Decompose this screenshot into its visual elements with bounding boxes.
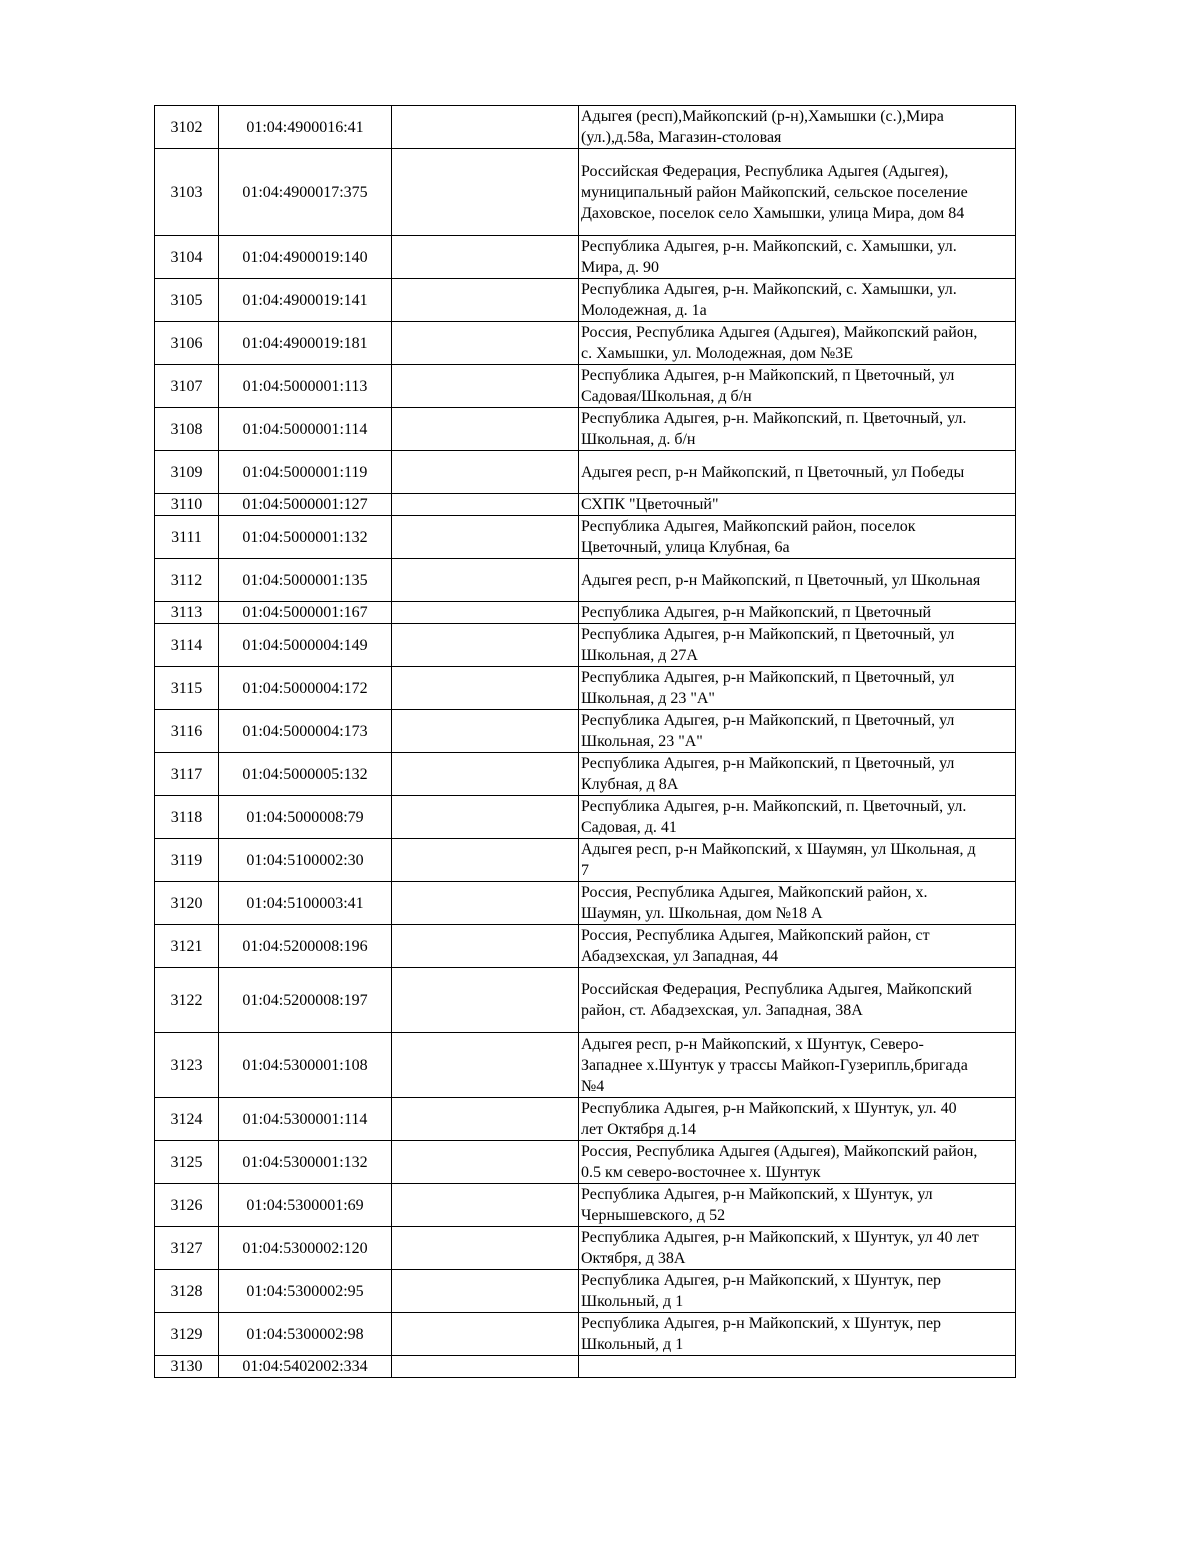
object-address: Республика Адыгея, р-н Майкопский, х Шунтук, ул 40 лет Октября, д 38А	[579, 1227, 1016, 1270]
cadastral-number: 01:04:5000004:172	[219, 667, 392, 710]
object-name	[392, 710, 579, 753]
object-address: Адыгея респ, р-н Майкопский, х Шаумян, ул Школьная, д 7	[579, 839, 1016, 882]
table-row	[155, 796, 1016, 839]
object-name	[392, 968, 579, 1033]
object-name	[392, 365, 579, 408]
cadastral-number: 01:04:5000004:149	[219, 624, 392, 667]
row-number: 3119	[155, 839, 219, 882]
row-number: 3102	[155, 106, 219, 149]
table-row	[155, 451, 1016, 494]
object-name	[392, 882, 579, 925]
object-address: Республика Адыгея, р-н. Майкопский, с. Хамышки, ул. Молодежная, д. 1а	[579, 279, 1016, 322]
object-name	[392, 1356, 579, 1378]
table-row	[155, 408, 1016, 451]
cadastral-number: 01:04:5402002:334	[219, 1356, 392, 1378]
object-name	[392, 925, 579, 968]
table-row	[155, 279, 1016, 322]
cadastral-number: 01:04:5300001:69	[219, 1184, 392, 1227]
object-address: Россия, Республика Адыгея, Майкопский район, ст Абадзехская, ул Западная, 44	[579, 925, 1016, 968]
object-address: Россия, Республика Адыгея (Адыгея), Майкопский район, 0.5 км северо-восточнее х. Шунтук	[579, 1141, 1016, 1184]
cadastral-number: 01:04:5200008:197	[219, 968, 392, 1033]
object-address: Россия, Республика Адыгея (Адыгея), Майкопский район, с. Хамышки, ул. Молодежная, дом №3Е	[579, 322, 1016, 365]
object-name	[392, 602, 579, 624]
object-name	[392, 559, 579, 602]
cadastral-number: 01:04:5200008:196	[219, 925, 392, 968]
cadastral-number: 01:04:4900019:181	[219, 322, 392, 365]
row-number: 3115	[155, 667, 219, 710]
object-address: Республика Адыгея, р-н Майкопский, х Шунтук, ул Чернышевского, д 52	[579, 1184, 1016, 1227]
table-row	[155, 365, 1016, 408]
object-address: Республика Адыгея, р-н Майкопский, п Цветочный, ул Школьная, д 23 "А"	[579, 667, 1016, 710]
row-number: 3128	[155, 1270, 219, 1313]
cadastral-number: 01:04:4900017:375	[219, 149, 392, 236]
object-address: Российская Федерация, Республика Адыгея, Майкопский район, ст. Абадзехская, ул. Западная, 38А	[579, 968, 1016, 1033]
row-number: 3121	[155, 925, 219, 968]
cadastral-number: 01:04:5000004:173	[219, 710, 392, 753]
row-number: 3127	[155, 1227, 219, 1270]
object-name	[392, 1184, 579, 1227]
row-number: 3130	[155, 1356, 219, 1378]
row-number: 3111	[155, 516, 219, 559]
object-address: Республика Адыгея, р-н. Майкопский, п. Цветочный, ул. Школьная, д. б/н	[579, 408, 1016, 451]
object-address: Россия, Республика Адыгея, Майкопский район, х. Шаумян, ул. Школьная, дом №18 А	[579, 882, 1016, 925]
row-number: 3118	[155, 796, 219, 839]
cadastral-number: 01:04:4900019:141	[219, 279, 392, 322]
cadastral-number: 01:04:5300002:120	[219, 1227, 392, 1270]
cadastral-number: 01:04:4900019:140	[219, 236, 392, 279]
row-number: 3106	[155, 322, 219, 365]
cadastral-number: 01:04:5000001:113	[219, 365, 392, 408]
table-row	[155, 710, 1016, 753]
table-row	[155, 1270, 1016, 1313]
row-number: 3105	[155, 279, 219, 322]
object-name	[392, 279, 579, 322]
table-row	[155, 968, 1016, 1033]
object-address: Республика Адыгея, р-н Майкопский, п Цветочный, ул Садовая/Школьная, д б/н	[579, 365, 1016, 408]
cadastral-number: 01:04:5000005:132	[219, 753, 392, 796]
row-number: 3117	[155, 753, 219, 796]
row-number: 3108	[155, 408, 219, 451]
object-name	[392, 1270, 579, 1313]
row-number: 3114	[155, 624, 219, 667]
object-address: Республика Адыгея, р-н. Майкопский, п. Цветочный, ул. Садовая, д. 41	[579, 796, 1016, 839]
table-row	[155, 322, 1016, 365]
row-number: 3103	[155, 149, 219, 236]
table-body	[155, 106, 1016, 1378]
object-address: Республика Адыгея, р-н Майкопский, х Шунтук, ул. 40 лет Октября д.14	[579, 1098, 1016, 1141]
table-row	[155, 236, 1016, 279]
object-address: Адыгея (респ),Майкопский (р-н),Хамышки (с.),Мира (ул.),д.58а, Магазин-столовая	[579, 106, 1016, 149]
object-address: Республика Адыгея, р-н Майкопский, п Цветочный, ул Клубная, д 8А	[579, 753, 1016, 796]
cadastral-number: 01:04:5300001:132	[219, 1141, 392, 1184]
object-name	[392, 149, 579, 236]
row-number: 3113	[155, 602, 219, 624]
row-number: 3126	[155, 1184, 219, 1227]
cadastral-number: 01:04:4900016:41	[219, 106, 392, 149]
table-row	[155, 602, 1016, 624]
row-number: 3107	[155, 365, 219, 408]
object-name	[392, 494, 579, 516]
table-row	[155, 559, 1016, 602]
table-row	[155, 839, 1016, 882]
table-row	[155, 149, 1016, 236]
table-row	[155, 1033, 1016, 1098]
object-name	[392, 753, 579, 796]
table-row	[155, 753, 1016, 796]
cadastral-number: 01:04:5100003:41	[219, 882, 392, 925]
table-row	[155, 667, 1016, 710]
row-number: 3116	[155, 710, 219, 753]
cadastral-number: 01:04:5000001:167	[219, 602, 392, 624]
cadastral-table	[154, 105, 1016, 1378]
object-address: Адыгея респ, р-н Майкопский, х Шунтук, Северо- Западнее х.Шунтук у трассы Майкоп-Гузерипль,бригада №4	[579, 1033, 1016, 1098]
cadastral-number: 01:04:5000001:114	[219, 408, 392, 451]
row-number: 3112	[155, 559, 219, 602]
object-name	[392, 1227, 579, 1270]
row-number: 3122	[155, 968, 219, 1033]
cadastral-number: 01:04:5000008:79	[219, 796, 392, 839]
row-number: 3120	[155, 882, 219, 925]
cadastral-number: 01:04:5300001:108	[219, 1033, 392, 1098]
object-address: Республика Адыгея, р-н Майкопский, п Цветочный, ул Школьная, 23 "А"	[579, 710, 1016, 753]
cadastral-number: 01:04:5300002:95	[219, 1270, 392, 1313]
object-name	[392, 106, 579, 149]
table-row	[155, 1313, 1016, 1356]
object-name	[392, 667, 579, 710]
cadastral-number: 01:04:5000001:119	[219, 451, 392, 494]
object-name	[392, 1141, 579, 1184]
object-name	[392, 408, 579, 451]
object-name	[392, 451, 579, 494]
table-row	[155, 1141, 1016, 1184]
object-address: Республика Адыгея, р-н Майкопский, п Цветочный	[579, 602, 1016, 624]
table-row	[155, 624, 1016, 667]
row-number: 3125	[155, 1141, 219, 1184]
object-address: Республика Адыгея, р-н Майкопский, п Цветочный, ул Школьная, д 27А	[579, 624, 1016, 667]
object-name	[392, 796, 579, 839]
table-row	[155, 494, 1016, 516]
object-address: Республика Адыгея, р-н. Майкопский, с. Хамышки, ул. Мира, д. 90	[579, 236, 1016, 279]
row-number: 3110	[155, 494, 219, 516]
cadastral-number: 01:04:5300002:98	[219, 1313, 392, 1356]
table-row	[155, 1184, 1016, 1227]
object-name	[392, 516, 579, 559]
object-name	[392, 236, 579, 279]
cadastral-number: 01:04:5100002:30	[219, 839, 392, 882]
cadastral-number: 01:04:5000001:127	[219, 494, 392, 516]
table-row	[155, 925, 1016, 968]
cadastral-number: 01:04:5000001:132	[219, 516, 392, 559]
object-address: Адыгея респ, р-н Майкопский, п Цветочный, ул Победы	[579, 451, 1016, 494]
object-address	[579, 1356, 1016, 1378]
object-name	[392, 1033, 579, 1098]
object-address: Республика Адыгея, р-н Майкопский, х Шунтук, пер Школьный, д 1	[579, 1270, 1016, 1313]
row-number: 3123	[155, 1033, 219, 1098]
table-row	[155, 882, 1016, 925]
row-number: 3109	[155, 451, 219, 494]
object-address: Республика Адыгея, Майкопский район, поселок Цветочный, улица Клубная, 6а	[579, 516, 1016, 559]
row-number: 3104	[155, 236, 219, 279]
object-address: Адыгея респ, р-н Майкопский, п Цветочный, ул Школьная	[579, 559, 1016, 602]
table-row	[155, 1356, 1016, 1378]
object-name	[392, 839, 579, 882]
object-address: Российская Федерация, Республика Адыгея (Адыгея), муниципальный район Майкопский, сельское поселение Даховское, поселок село Хамышки, улица Мира, дом 84	[579, 149, 1016, 236]
object-name	[392, 624, 579, 667]
object-name	[392, 1098, 579, 1141]
table-row	[155, 516, 1016, 559]
row-number: 3129	[155, 1313, 219, 1356]
table-row	[155, 1227, 1016, 1270]
cadastral-number: 01:04:5000001:135	[219, 559, 392, 602]
object-address: СХПК "Цветочный"	[579, 494, 1016, 516]
cadastral-number: 01:04:5300001:114	[219, 1098, 392, 1141]
table-row	[155, 106, 1016, 149]
object-name	[392, 322, 579, 365]
row-number: 3124	[155, 1098, 219, 1141]
table-row	[155, 1098, 1016, 1141]
object-address: Республика Адыгея, р-н Майкопский, х Шунтук, пер Школьный, д 1	[579, 1313, 1016, 1356]
object-name	[392, 1313, 579, 1356]
